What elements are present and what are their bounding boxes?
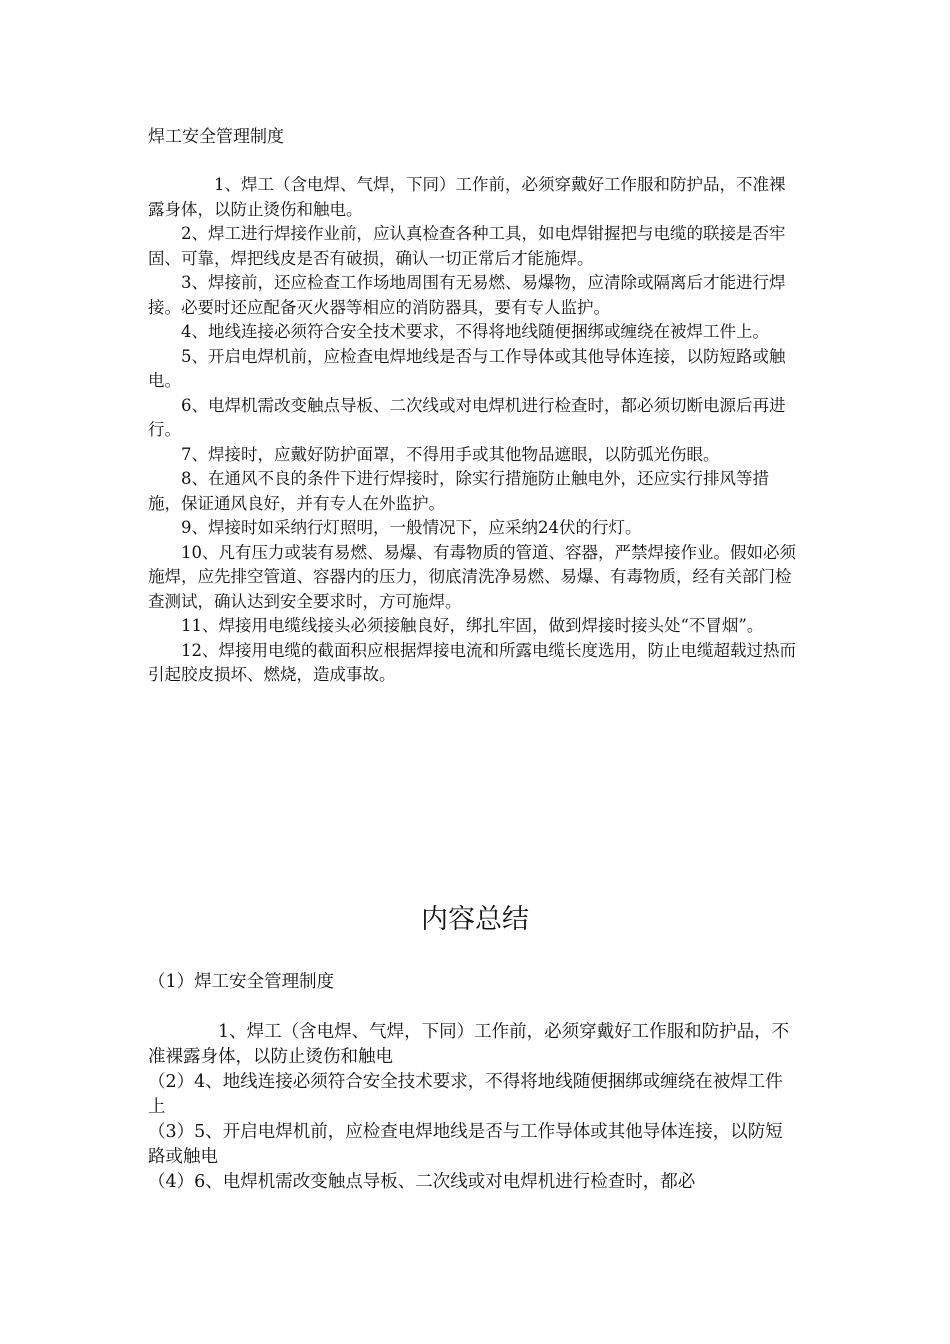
rule-paragraph: 7、焊接时，应戴好防护面罩，不得用手或其他物品遮眼，以防弧光伤眼。 xyxy=(181,444,720,464)
rule-paragraph: 9、焊接时如采纳行灯照明，一般情况下，应采纳24伏的行灯。 xyxy=(181,518,642,537)
rule-paragraph: 4、地线连接必须符合安全技术要求，不得将地线随便捆绑或缠绕在被焊工件上。 xyxy=(181,322,769,341)
rule-paragraph: 10、凡有压力或装有易燃、易爆、有毒物质的管道、容器，严禁焊接作业。假如必须施焊，应先排空管道、容器内的压力，彻底清洗净易燃、易爆、有毒物质，经有关部门检查测试，确认达到安全要求时，方可施焊。 xyxy=(148,542,796,611)
rule-paragraph: 3、焊接前，还应检查工作场地周围有无易燃、易爆物，应清除或隔离后才能进行焊接。必要时还应配备灭火器等相应的消防器具，要有专人监护。 xyxy=(148,273,786,317)
summary-subtitle: （1）焊工安全管理制度 xyxy=(148,972,335,992)
summary-item: （2）4、地线连接必须符合安全技术要求，不得将地线随便捆绑或缠绕在被焊工件上 xyxy=(148,1072,783,1117)
document-title: 焊工安全管理制度 xyxy=(148,127,284,147)
rule-paragraph: 5、开启电焊机前，应检查电焊地线是否与工作导体或其他导体连接，以防短路或触电。 xyxy=(148,346,786,390)
summary-item: 1、焊工（含电焊、气焊，下同）工作前，必须穿戴好工作服和防护品，不准裸露身体，以防止烫伤和触电 xyxy=(148,1022,790,1067)
rule-paragraph: 12、焊接用电缆的截面积应根据焊接电流和所露电缆长度选用，防止电缆超载过热而引起胶皮损坏、燃烧，造成事故。 xyxy=(148,640,796,684)
rule-paragraph: 8、在通风不良的条件下进行焊接时，除实行措施防止触电外，还应实行排风等措施，保证通风良好，并有专人在外监护。 xyxy=(148,469,769,513)
rule-paragraph: 1、焊工（含电焊、气焊，下同）工作前，必须穿戴好工作服和防护品，不准裸露身体，以防止烫伤和触电。 xyxy=(148,175,786,219)
summary-section xyxy=(148,970,798,1195)
rules-list xyxy=(148,173,798,688)
summary-item: （4）6、电焊机需改变触点导板、二次线或对电焊机进行检查时，都必 xyxy=(148,1172,696,1192)
rule-paragraph: 11、焊接用电缆线接头必须接触良好，绑扎牢固，做到焊接时接头处“不冒烟”。 xyxy=(181,616,764,635)
rule-paragraph: 2、焊工进行焊接作业前，应认真检查各种工具，如电焊钳握把与电缆的联接是否牢固、可靠，焊把线皮是否有破损，确认一切正常后才能施焊。 xyxy=(148,224,786,268)
summary-heading: 内容总结 xyxy=(421,904,529,935)
summary-item: （3）5、开启电焊机前，应检查电焊地线是否与工作导体或其他导体连接，以防短路或触电 xyxy=(148,1122,783,1167)
rule-paragraph: 6、电焊机需改变触点导板、二次线或对电焊机进行检查时，都必须切断电源后再进行。 xyxy=(148,395,786,439)
